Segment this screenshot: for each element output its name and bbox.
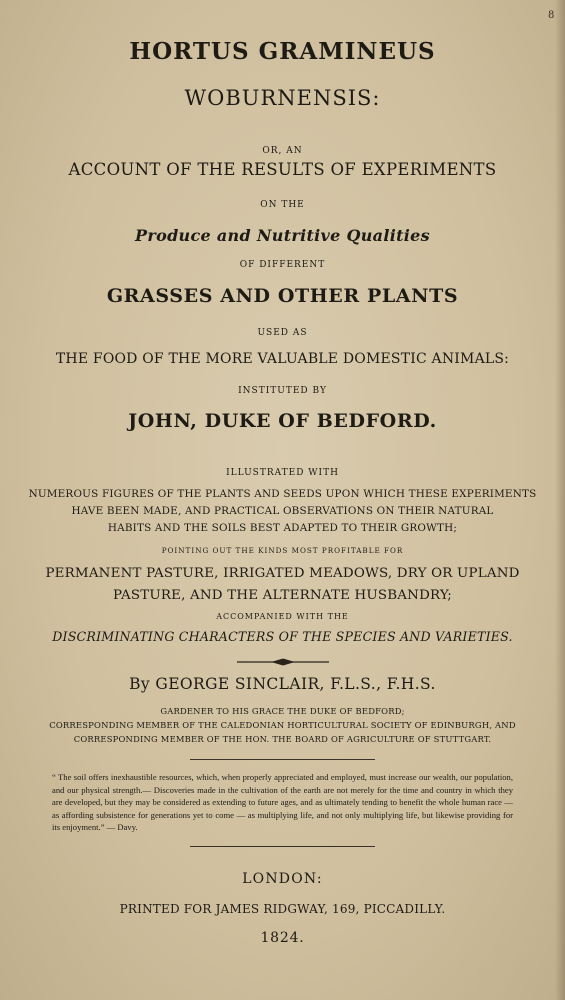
accompanied: ACCOMPANIED WITH THE [216,612,349,621]
printer-line: PRINTED FOR JAMES RIDGWAY, 169, PICCADILLY. [119,902,446,916]
instituted-by: INSTITUTED BY [238,386,327,396]
illustrated-line: HAVE BEEN MADE, AND PRACTICAL OBSERVATIONS ON THEIR NATURAL [71,505,494,517]
illustrated-line: NUMEROUS FIGURES OF THE PLANTS AND SEEDS UPON WHICH THESE EXPERIMENTS [28,488,537,500]
used-as: USED AS [257,328,308,338]
pointing-out: POINTING OUT THE KINDS MOST PROFITABLE FOR [161,546,404,555]
place-line: LONDON: [242,871,323,887]
year-line: 1824. [260,930,305,946]
ornament-rule [237,657,329,667]
of-different: OF DIFFERENT [239,260,326,270]
or-an: OR, AN [262,146,303,156]
page-mark: 8 [548,10,555,21]
author-line: By GEORGE SINCLAIR, F.L.S., F.H.S. [129,675,436,693]
title-line-2: WOBURNENSIS: [184,86,381,110]
credential-line: CORRESPONDING MEMBER OF THE CALEDONIAN HORTICULTURAL SOCIETY OF EDINBURGH, AND [49,720,516,730]
illustrated-with: ILLUSTRATED WITH [226,468,339,478]
pasture-line: PASTURE, AND THE ALTERNATE HUSBANDRY; [113,588,452,603]
discriminating-line: DISCRIMINATING CHARACTERS OF THE SPECIES AND VARIETIES. [52,629,513,644]
credential-line: CORRESPONDING MEMBER OF THE HON. THE BOARD OF AGRICULTURE OF STUTTGART. [73,734,492,744]
grasses-line: GRASSES AND OTHER PLANTS [106,285,459,307]
title-line-1: HORTUS GRAMINEUS [129,38,436,65]
food-line: THE FOOD OF THE MORE VALUABLE DOMESTIC ANIMALS: [55,351,510,367]
on-the: ON THE [260,200,305,210]
illustrated-block [0,486,565,537]
pasture-block [0,563,565,607]
pasture-line: PERMANENT PASTURE, IRRIGATED MEADOWS, DRY OR UPLAND [45,566,520,581]
duke-line: JOHN, DUKE OF BEDFORD. [128,410,437,432]
gothic-line: Produce and Nutritive Qualities [135,226,430,245]
credential-line: GARDENER TO HIS GRACE THE DUKE OF BEDFORD; [160,706,405,716]
illustrated-line: HABITS AND THE SOILS BEST ADAPTED TO THEIR GROWTH; [107,522,458,534]
bottom-rule [190,846,375,847]
author-credentials [0,704,565,746]
epigraph-quote: “ The soil offers inexhaustible resources, which, when properly appreciated and employed, must increase our wealth, our population, and our physical strength.— Discoveries made in the cultivation of the earth are not merely for the time and country in which they are developed, but they may be considered as extending to future ages, and as ultimately tending to benefit the whole human race — as affording subsistence for generations yet to come — as multiplying life, and not only multiplying life, but likewise providing for its enjoyment.” — Davy. [52,772,513,833]
account-line: ACCOUNT OF THE RESULTS OF EXPERIMENTS [68,160,497,179]
top-rule [190,759,375,760]
